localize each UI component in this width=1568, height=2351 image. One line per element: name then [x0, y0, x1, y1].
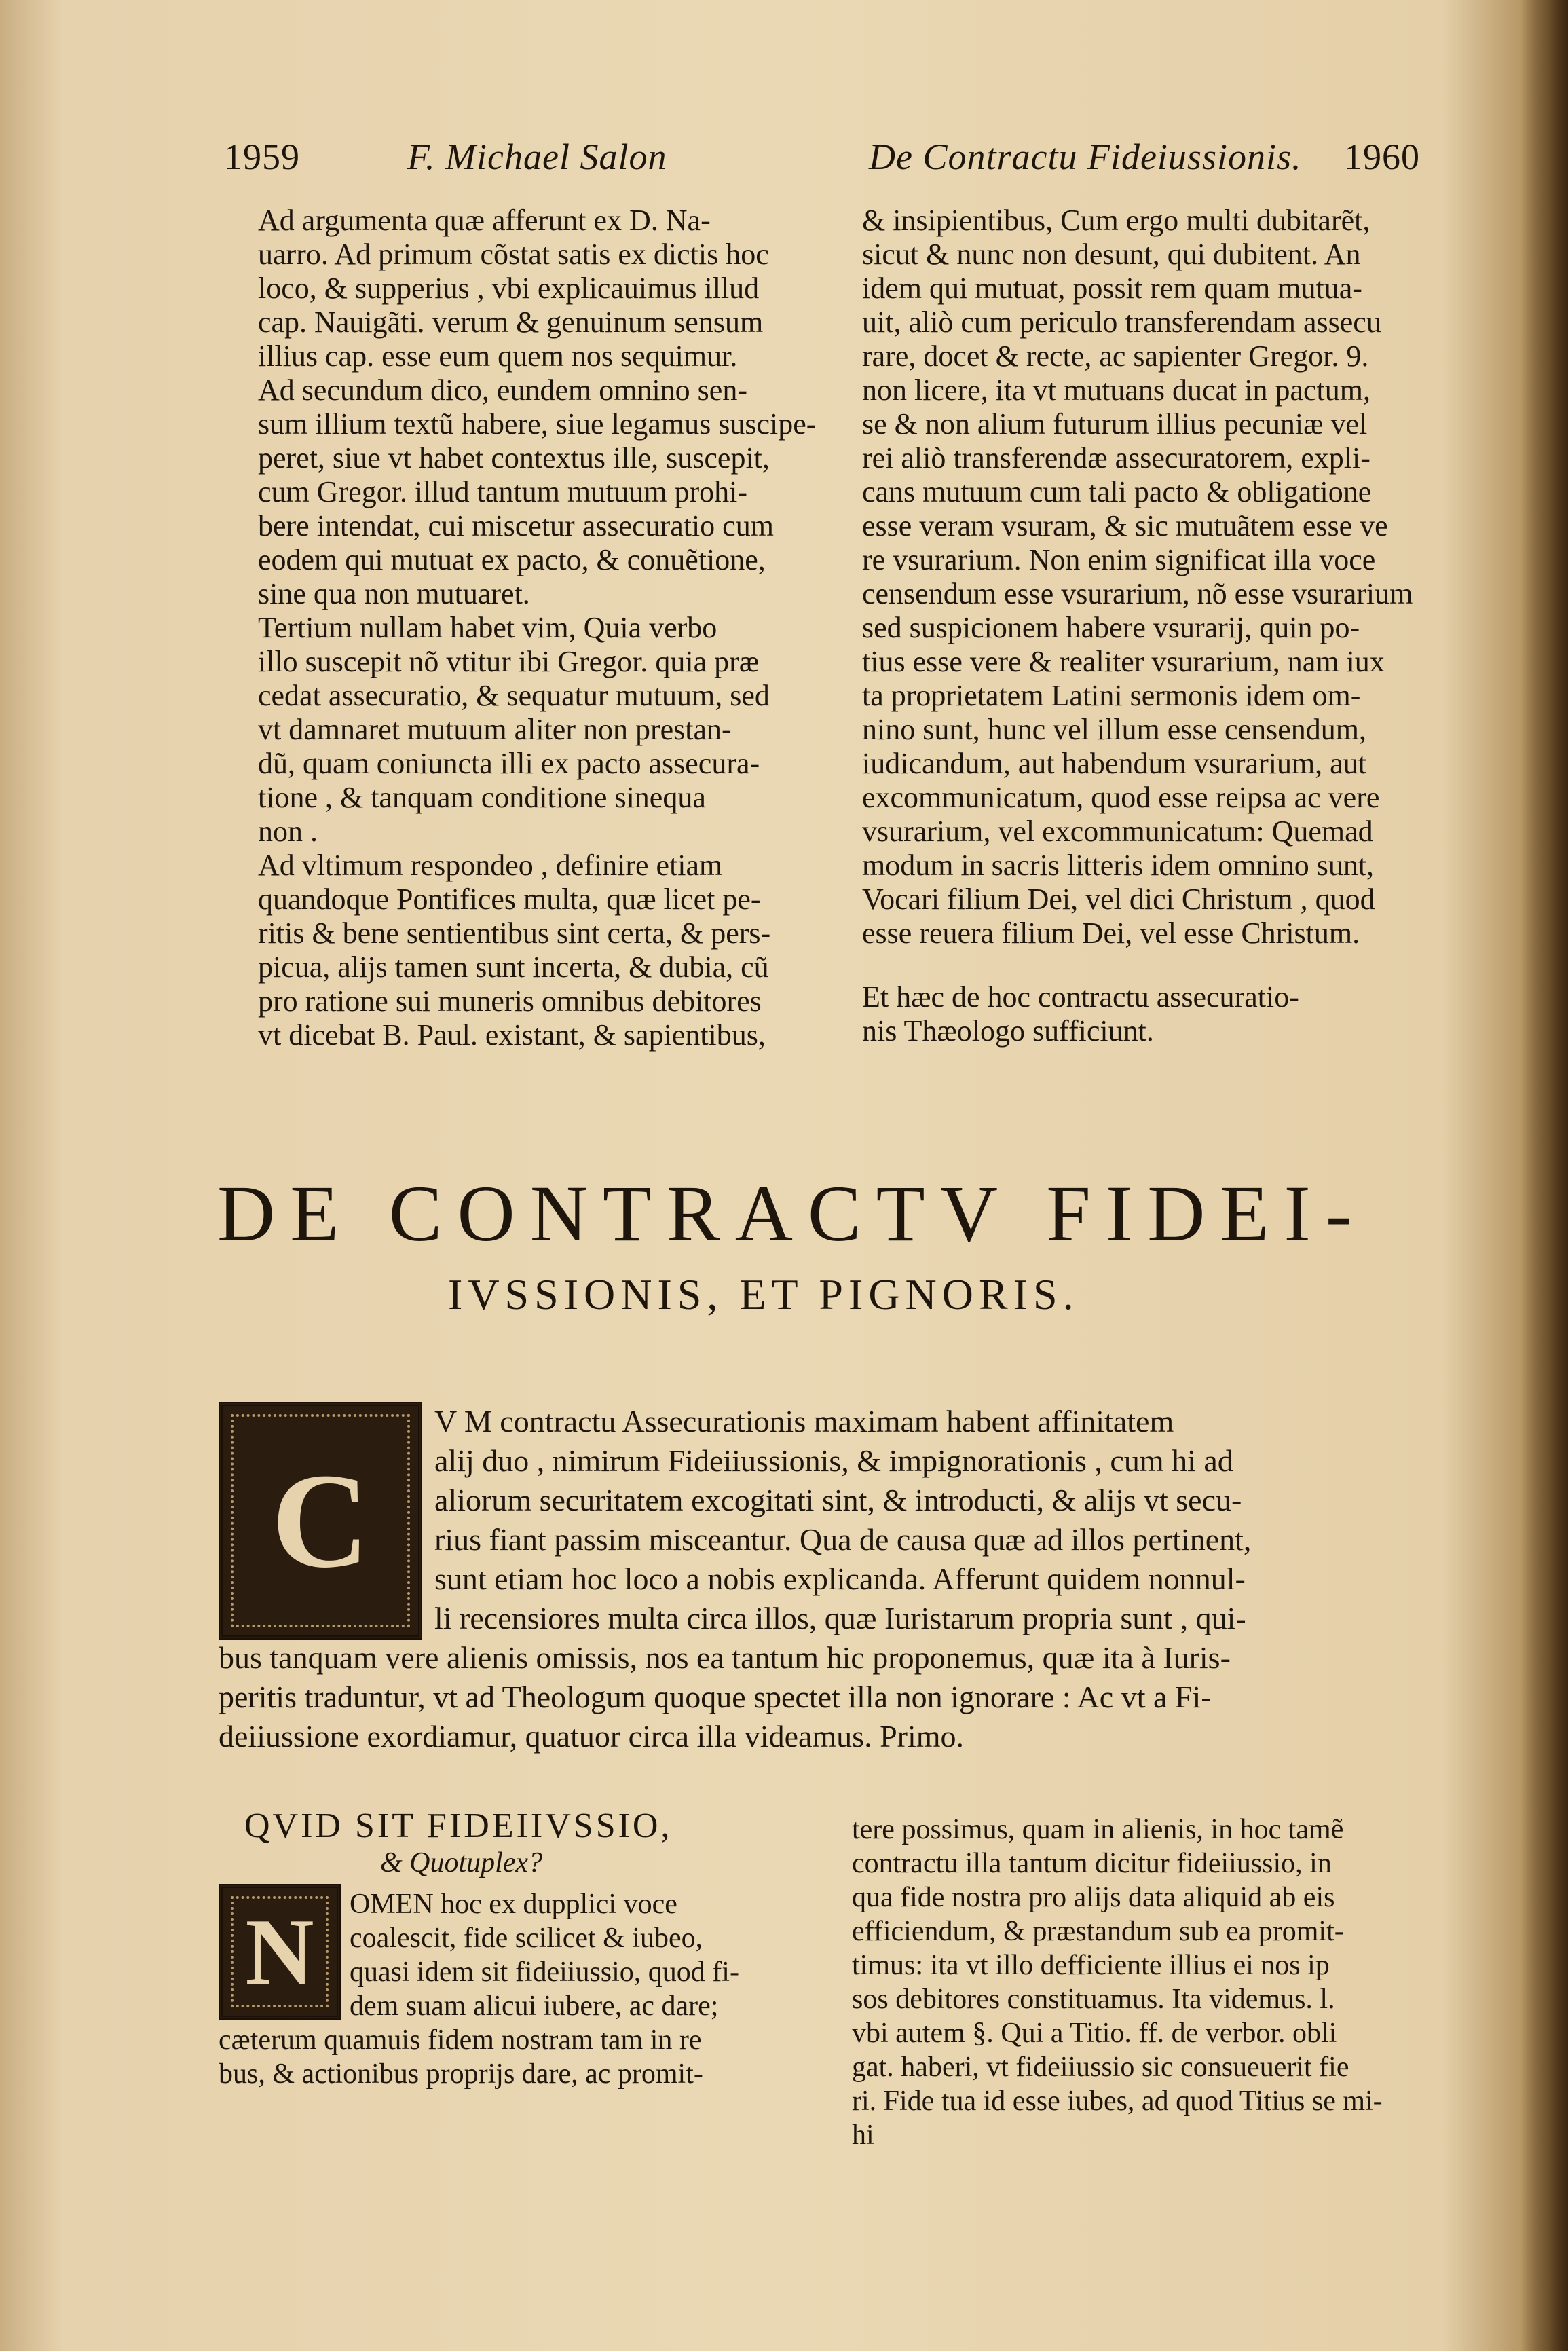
text-line: alij duo , nimirum Fideiiussionis, & impignorationis , cum hi ad — [434, 1443, 1233, 1478]
text-line: V M contractu Assecurationis maximam habent affinitatem — [434, 1404, 1174, 1439]
text-line: rare, docet & recte, ac sapienter Gregor. 9. — [862, 339, 1369, 373]
text-line: bere intendat, cui miscetur assecuratio cum — [258, 509, 774, 542]
page-number-right: 1960 — [1344, 136, 1420, 177]
text-line: contractu illa tantum dicitur fideiiussio, in — [852, 1848, 1332, 1879]
text-line: excommunicatum, quod esse reipsa ac vere — [862, 781, 1380, 814]
text-line: cedat assecuratio, & sequatur mutuum, sed — [258, 679, 770, 712]
text-line: loco, & supperius , vbi explicauimus illud — [258, 272, 760, 305]
text-line: esse veram vsuram, & sic mutuãtem esse ve — [862, 509, 1388, 542]
intro-paragraph-narrow — [434, 1402, 1425, 1638]
text-line: OMEN hoc ex dupplici voce — [350, 1889, 677, 1920]
text-line: deiiussione exordiamur, quatuor circa illa videamus. Primo. — [219, 1719, 965, 1754]
text-line: qua fide nostra pro alijs data aliquid ab eis — [852, 1882, 1335, 1913]
text-line: Tertium nullam habet vim, Quia verbo — [258, 611, 717, 644]
text-line: cans mutuum cum tali pacto & obligatione — [862, 475, 1372, 508]
text-line: uit, aliò cum periculo transferendam assecu — [862, 306, 1381, 339]
decorated-initial-c — [219, 1402, 422, 1640]
text-line: Ad secundum dico, eundem omnino sen- — [258, 373, 747, 407]
text-line: re vsurarium. Non enim significat illa voce — [862, 543, 1376, 576]
text-line: sine qua non mutuaret. — [258, 577, 530, 610]
text-line: illo suscepit nõ vtitur ibi Gregor. quia præ — [258, 645, 760, 678]
text-line: sed suspicionem habere vsurarij, quin po- — [862, 611, 1360, 644]
text-line: ri. Fide tua id esse iubes, ad quod Titius se mi- — [852, 2086, 1383, 2117]
text-line: gat. haberi, vt fideiiussio sic consueuerit fie — [852, 2052, 1349, 2083]
text-line: sicut & nunc non desunt, qui dubitent. An — [862, 238, 1361, 271]
text-line: timus: ita vt illo defficiente illius ei nos ip — [852, 1950, 1330, 1981]
initial-letter: C — [271, 1445, 370, 1596]
text-line: picua, alijs tamen sunt incerta, & dubia, cũ — [258, 950, 769, 984]
text-line: tere possimus, quam in alienis, in hoc tamẽ — [852, 1814, 1344, 1845]
running-author: F. Michael Salon — [407, 136, 667, 177]
page-gutter-shadow — [1520, 0, 1568, 2351]
text-line: tione , & tanquam conditione sinequa — [258, 781, 706, 814]
text-line: cap. Nauigãti. verum & genuinum sensum — [258, 306, 764, 339]
text-line: sunt etiam hoc loco a nobis explicanda. Afferunt quidem nonnul- — [434, 1561, 1246, 1596]
text-line: idem qui mutuat, possit rem quam mutua- — [862, 272, 1362, 305]
text-line: & insipientibus, Cum ergo multi dubitarẽt, — [862, 204, 1370, 237]
text-line: ritis & bene sentientibus sint certa, & pers- — [258, 917, 771, 950]
text-line: non licere, ita vt mutuans ducat in pactum, — [862, 373, 1371, 407]
bottom-left-full — [219, 2023, 784, 2091]
bottom-right-column — [852, 1813, 1429, 2152]
text-line: aliorum securitatem excogitati sint, & introducti, & alijs vt secu- — [434, 1483, 1242, 1517]
text-line: sos debitores constituamus. Ita videmus. l. — [852, 1984, 1335, 2015]
text-line: hi — [852, 2119, 874, 2151]
text-line: rius fiant passim misceantur. Qua de causa quæ ad illos pertinent, — [434, 1522, 1252, 1557]
text-line: bus tanquam vere alienis omissis, nos ea tantum hic proponemus, quæ ita à Iuris- — [219, 1640, 1231, 1675]
text-line: vt dicebat B. Paul. existant, & sapientibus, — [258, 1018, 766, 1052]
text-line: rei aliò transferendæ assecuratorem, expli- — [862, 441, 1370, 475]
text-line: quandoque Pontifices multa, quæ licet pe- — [258, 883, 761, 916]
text-line: censendum esse vsurarium, nõ esse vsurarium — [862, 577, 1413, 610]
section-title-line2: IVSSIONIS, ET PIGNORIS. — [448, 1270, 1079, 1318]
text-line: tius esse vere & realiter vsurarium, nam iux — [862, 645, 1385, 678]
running-title: De Contractu Fideiussionis. — [869, 136, 1302, 177]
text-line: nino sunt, hunc vel illum esse censendum, — [862, 713, 1366, 746]
text-line: dũ, quam coniuncta illi ex pacto assecura- — [258, 747, 760, 780]
text-line: esse reuera filium Dei, vel esse Christum. — [862, 917, 1360, 950]
text-line: peritis traduntur, vt ad Theologum quoque spectet illa non ignorare : Ac vt a Fi- — [219, 1680, 1212, 1714]
text-line: li recensiores multa circa illos, quæ Iuristarum propria sunt , qui- — [434, 1601, 1246, 1635]
text-line: non . — [258, 815, 318, 848]
text-line: efficiendum, & præstandum sub ea promit- — [852, 1916, 1344, 1947]
text-line: dem suam alicui iubere, ac dare; — [350, 1991, 719, 2022]
text-line: sum illium textũ habere, siue legamus suscipe- — [258, 407, 817, 441]
intro-paragraph-full — [219, 1638, 1425, 1756]
text-line: vbi autem §. Qui a Titio. ff. de verbor. obli — [852, 2018, 1337, 2049]
text-line: vt damnaret mutuum aliter non prestan- — [258, 713, 732, 746]
bottom-left-narrow — [350, 1887, 784, 2023]
text-line: vsurarium, vel excommunicatum: Quemad — [862, 815, 1373, 848]
text-line: peret, siue vt habet contextus ille, suscepit, — [258, 441, 770, 475]
initial-letter: N — [245, 1899, 314, 2005]
text-line: ta proprietatem Latini sermonis idem om- — [862, 679, 1361, 712]
text-line: bus, & actionibus proprijs dare, ac promit- — [219, 2058, 703, 2090]
text-line: iudicandum, aut habendum vsurarium, aut — [862, 747, 1366, 780]
text-line: se & non alium futurum illius pecuniæ vel — [862, 407, 1368, 441]
text-line: cæterum quamuis fidem nostram tam in re — [219, 2024, 702, 2056]
text-line: coalescit, fide scilicet & iubeo, — [350, 1923, 703, 1954]
right-text-column — [862, 204, 1425, 1048]
text-line: illius cap. esse eum quem nos sequimur. — [258, 339, 738, 373]
section-title-line1: DE CONTRACTV FIDEI- — [217, 1169, 1368, 1258]
text-line: cum Gregor. illud tantum mutuum prohi- — [258, 475, 748, 508]
text-line: Ad vltimum respondeo , definire etiam — [258, 849, 723, 882]
text-line: eodem qui mutuat ex pacto, & conuẽtione, — [258, 543, 766, 576]
text-line: pro ratione sui muneris omnibus debitores — [258, 984, 762, 1018]
page-number-left: 1959 — [224, 136, 300, 177]
subsection-subtitle: & Quotuplex? — [380, 1847, 543, 1878]
decorated-initial-n — [219, 1884, 341, 2020]
left-text-column — [258, 204, 817, 1052]
text-line: nis Thæologo sufficiunt. — [862, 1014, 1154, 1048]
text-line: quasi idem sit fideiiussio, quod fi- — [350, 1957, 739, 1988]
text-line: Ad argumenta quæ afferunt ex D. Na- — [258, 204, 711, 237]
text-line: uarro. Ad primum cõstat satis ex dictis hoc — [258, 238, 769, 271]
subsection-title: QVID SIT FIDEIIVSSIO, — [244, 1807, 673, 1845]
text-line: Et hæc de hoc contractu assecuratio- — [862, 980, 1299, 1014]
text-line: modum in sacris litteris idem omnino sunt, — [862, 849, 1375, 882]
text-line: Vocari filium Dei, vel dici Christum , quod — [862, 883, 1375, 916]
text-line — [862, 950, 1425, 980]
